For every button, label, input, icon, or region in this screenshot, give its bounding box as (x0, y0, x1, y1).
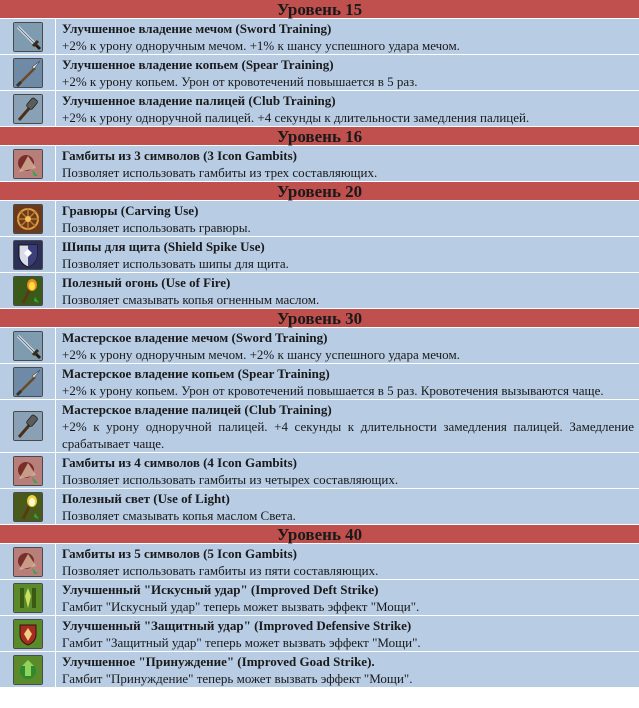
skill-row (0, 91, 639, 127)
carving-icon (13, 204, 43, 234)
skill-row (0, 146, 639, 182)
skill-description: +2% к урону одноручной палицей. +4 секунды к длительности замедления палицей. Замедление срабатывает чаще. (62, 419, 634, 451)
skill-name: Улучшенное "Принуждение" (Improved Goad Strike). (62, 654, 375, 669)
skill-icon-cell (0, 91, 56, 126)
skill-name: Улучшенный "Защитный удар" (Improved Defensive Strike) (62, 618, 412, 633)
skill-icon-cell (0, 580, 56, 615)
level-header: Уровень 40 (0, 525, 639, 544)
skill-description: +2% к урону одноручным мечом. +1% к шансу успешного удара мечом. (62, 38, 460, 53)
level-header: Уровень 16 (0, 127, 639, 146)
skill-text (56, 146, 639, 181)
skill-text (56, 364, 639, 399)
spear-icon (13, 367, 43, 397)
skill-text (56, 328, 639, 363)
skill-text (56, 19, 639, 54)
club-icon (13, 94, 43, 124)
skill-description: Позволяет использовать шипы для щита. (62, 256, 289, 271)
skill-row (0, 489, 639, 525)
skill-text (56, 652, 639, 687)
skill-row (0, 328, 639, 364)
skill-icon-cell (0, 328, 56, 363)
skill-icon-cell (0, 55, 56, 90)
skill-text (56, 201, 639, 236)
skill-description: +2% к урону копьем. Урон от кровотечений повышается в 5 раз. (62, 74, 418, 89)
level-header: Уровень 30 (0, 309, 639, 328)
skill-text (56, 544, 639, 579)
skill-description: Позволяет использовать гамбиты из четырех составляющих. (62, 472, 399, 487)
goad-strike-icon (13, 655, 43, 685)
skill-row (0, 364, 639, 400)
skill-row (0, 544, 639, 580)
skill-icon-cell (0, 146, 56, 181)
skill-text (56, 580, 639, 615)
shield-spike-icon (13, 240, 43, 270)
skill-row (0, 55, 639, 91)
skill-row (0, 652, 639, 688)
skill-text (56, 616, 639, 651)
skill-icon-cell (0, 544, 56, 579)
skill-description: Позволяет использовать гравюры. (62, 220, 251, 235)
skill-name: Улучшенный "Искусный удар" (Improved Deft Strike) (62, 582, 379, 597)
skill-row (0, 201, 639, 237)
skill-icon-cell (0, 201, 56, 236)
skill-text (56, 91, 639, 126)
skill-row (0, 616, 639, 652)
skill-icon-cell (0, 616, 56, 651)
skill-name: Полезный огонь (Use of Fire) (62, 275, 231, 290)
skill-description: Позволяет смазывать копья огненным маслом. (62, 292, 320, 307)
skill-icon-cell (0, 273, 56, 308)
skill-name: Гамбиты из 5 символов (5 Icon Gambits) (62, 546, 297, 561)
skill-name: Шипы для щита (Shield Spike Use) (62, 239, 265, 254)
skill-name: Улучшенное владение мечом (Sword Training) (62, 21, 332, 36)
skill-description: +2% к урону одноручной палицей. +4 секунды к длительности замедления палицей. (62, 110, 530, 125)
skill-text (56, 273, 639, 308)
skill-name: Гравюры (Carving Use) (62, 203, 199, 218)
skill-row (0, 580, 639, 616)
skill-description: +2% к урону одноручным мечом. +2% к шансу успешного удара мечом. (62, 347, 460, 362)
skill-row (0, 19, 639, 55)
skill-name: Мастерское владение палицей (Club Training) (62, 402, 332, 417)
defensive-strike-icon (13, 619, 43, 649)
skill-icon-cell (0, 400, 56, 452)
skill-name: Улучшенное владение палицей (Club Training) (62, 93, 336, 108)
skill-description: Позволяет использовать гамбиты из трех составляющих. (62, 165, 378, 180)
skill-description: Позволяет использовать гамбиты из пяти составляющих. (62, 563, 379, 578)
skill-row (0, 237, 639, 273)
sword-icon (13, 22, 43, 52)
sword-icon (13, 331, 43, 361)
skill-name: Гамбиты из 3 символов (3 Icon Gambits) (62, 148, 297, 163)
gambit-icon (13, 149, 43, 179)
skill-icon-cell (0, 364, 56, 399)
deft-strike-icon (13, 583, 43, 613)
gambit-icon (13, 456, 43, 486)
skill-description: Гамбит "Искусный удар" теперь может вызвать эффект "Мощи". (62, 599, 420, 614)
skill-text (56, 237, 639, 272)
skill-row (0, 273, 639, 309)
skill-text (56, 400, 639, 452)
skill-row (0, 453, 639, 489)
fire-torch-icon (13, 276, 43, 306)
level-header: Уровень 20 (0, 182, 639, 201)
skill-name: Мастерское владение копьем (Spear Training) (62, 366, 330, 381)
skill-name: Улучшенное владение копьем (Spear Training) (62, 57, 334, 72)
skill-icon-cell (0, 237, 56, 272)
spear-icon (13, 58, 43, 88)
skill-icon-cell (0, 19, 56, 54)
skill-description: Гамбит "Защитный удар" теперь может вызвать эффект "Мощи". (62, 635, 421, 650)
skill-text (56, 489, 639, 524)
skill-icon-cell (0, 453, 56, 488)
skill-row (0, 400, 639, 453)
skill-text (56, 55, 639, 90)
gambit-icon (13, 547, 43, 577)
light-torch-icon (13, 492, 43, 522)
skill-name: Гамбиты из 4 символов (4 Icon Gambits) (62, 455, 297, 470)
skill-description: Гамбит "Принуждение" теперь может вызвать эффект "Мощи". (62, 671, 413, 686)
skill-description: Позволяет смазывать копья маслом Света. (62, 508, 296, 523)
skill-description: +2% к урону копьем. Урон от кровотечений повышается в 5 раз. Кровотечения вызываются чаще. (62, 383, 604, 398)
skill-name: Мастерское владение мечом (Sword Training) (62, 330, 328, 345)
skill-icon-cell (0, 652, 56, 687)
skill-text (56, 453, 639, 488)
level-header: Уровень 15 (0, 0, 639, 19)
club-icon (13, 411, 43, 441)
skill-name: Полезный свет (Use of Light) (62, 491, 230, 506)
skill-icon-cell (0, 489, 56, 524)
